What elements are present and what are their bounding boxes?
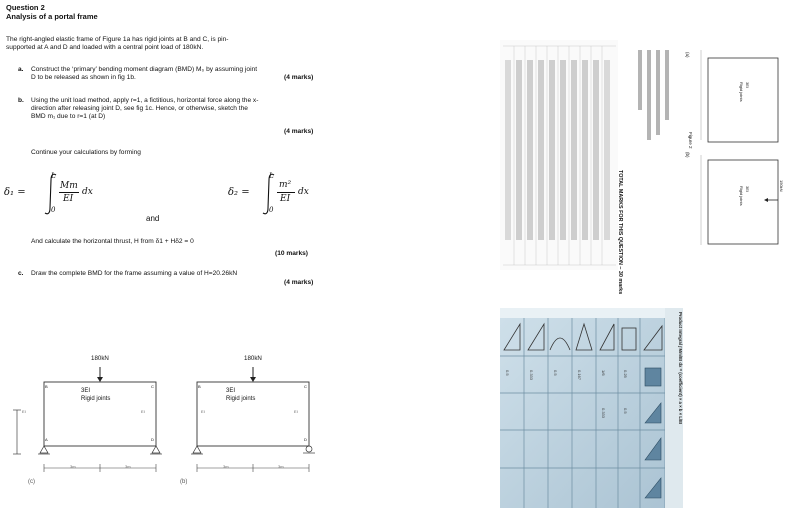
figure-b (175, 350, 335, 500)
delta2-denominator: EI (280, 194, 291, 204)
delta1-denominator: EI (63, 194, 74, 204)
delta1-lhs: δ₁ = (4, 187, 26, 198)
part-c-label: c. (18, 270, 24, 277)
fig-b-node-d: D (304, 437, 307, 442)
fig-c-label: (c) (28, 479, 35, 485)
fig-c-rigid-joints: Rigid joints (81, 396, 111, 402)
part-a-label: a. (18, 66, 24, 73)
fig-b-node-b: B (198, 384, 201, 389)
continue-text: Continue your calculations by forming (31, 149, 141, 156)
delta2-numerator: m² (279, 180, 292, 190)
fig-c-span-left: 3m (70, 464, 76, 469)
rotated-fig-a: (a) (685, 52, 690, 58)
rotated-page-scan (500, 40, 784, 295)
delta2-lower: 0 (269, 206, 274, 214)
fig-c-span-right: 3m (125, 464, 131, 469)
rotated-rigid-a: Rigid joints (739, 82, 744, 102)
rotated-total-marks: TOTAL MARKS FOR THIS QUESTION – 30 marks (617, 170, 623, 295)
fig-b-stiffness: 3EI (226, 388, 236, 394)
fig-c-column-ei-right: EI (141, 409, 145, 414)
question-number: Question 2 (6, 3, 45, 12)
part-b-line-1: Using the unit load method, apply r=1, a fictitious, horizontal force along the x- (31, 97, 259, 104)
product-integral-table-photo (500, 308, 683, 508)
fig-b-load-label: 180kN (244, 355, 262, 362)
delta1-dx: dx (82, 187, 93, 197)
rotated-fig-b: (b) (685, 152, 690, 158)
figure-c (8, 350, 168, 500)
part-b-marks: (4 marks) (284, 128, 314, 135)
fig-b-span-left: 3m (223, 464, 229, 469)
fig-c-load-label: 180kN (91, 355, 109, 362)
part-c-marks: (4 marks) (284, 279, 314, 286)
photo-coef-5: 1/6 (601, 370, 606, 376)
fig-b-column-ei-right: EI (294, 409, 298, 414)
fig-b-span-right: 3m (278, 464, 284, 469)
fig-b-column-ei-left: EI (201, 409, 205, 414)
part-b-line-2: direction after releasing joint D, see fig 1c. Hence, or otherwise, sketch the (31, 105, 248, 112)
delta1-numerator: Mm (60, 181, 78, 191)
fig-c-stiffness: 3EI (81, 388, 91, 394)
delta2-fraction-bar (277, 192, 295, 193)
fig-b-label: (b) (180, 479, 188, 485)
delta1-upper: L (51, 172, 56, 180)
and-text: and (146, 214, 160, 223)
fig-c-node-a: A (45, 437, 48, 442)
intro-line-1: The right-angled elastic frame of Figure 1a has rigid joints at B and C, is pin- (6, 36, 229, 43)
rotated-load: 150kN (779, 180, 784, 192)
photo-coef-3: 0.5 (553, 370, 558, 376)
part-a-line-2: D to be released as shown in fig 1b. (31, 74, 136, 81)
delta1-fraction-bar (59, 192, 79, 193)
question-title: Analysis of a portal frame (6, 12, 98, 21)
fig-b-node-c: C (304, 384, 307, 389)
photo-coef-8: 0.5 (623, 408, 628, 414)
part-a-marks: (4 marks) (284, 74, 314, 81)
delta2-dx: dx (298, 187, 309, 197)
fig-c-node-c: C (151, 384, 154, 389)
delta1-lower: 0 (51, 206, 56, 214)
rotated-rigid-b: Rigid joints (739, 186, 744, 206)
horizontal-marks: (10 marks) (275, 250, 308, 257)
delta2-lhs: δ₂ = (228, 187, 250, 198)
part-b-line-3: BMD m₁ due to r=1 (at D) (31, 113, 106, 120)
rotated-stiffness-b: 3EI (745, 186, 750, 193)
rotated-stiffness-a: 3EI (745, 82, 750, 89)
photo-coef-7: 0.333 (601, 408, 606, 419)
fig-c-node-b: B (45, 384, 48, 389)
intro-line-2: supported at A and D and loaded with a central point load of 180kN. (6, 44, 204, 51)
fig-c-node-d: D (151, 437, 154, 442)
horizontal-thrust-text: And calculate the horizontal thrust, H from δ1 + Hδ2 = 0 (31, 238, 194, 245)
fig-b-rigid-joints: Rigid joints (226, 396, 256, 402)
photo-coef-1: 0.5 (505, 370, 510, 376)
photo-coef-6: 0.25 (623, 370, 628, 378)
photo-table-header: Product Integral ∫ Mm/EI dx = (coefficient) × a × b × L/EI (678, 312, 683, 425)
part-c-line-1: Draw the complete BMD for the frame assuming a value of H=20.26kN (31, 270, 238, 277)
photo-coef-4: 0.167 (577, 370, 582, 381)
photo-coef-2: 0.333 (529, 370, 534, 381)
fig-c-column-ei-left: EI (22, 409, 26, 414)
part-a-line-1: Construct the ‘primary’ bending moment diagram (BMD) M₀ by assuming joint (31, 66, 258, 73)
rotated-figure-label: Figure 2 (688, 132, 693, 149)
part-b-label: b. (18, 97, 24, 104)
delta2-upper: L (269, 172, 274, 180)
